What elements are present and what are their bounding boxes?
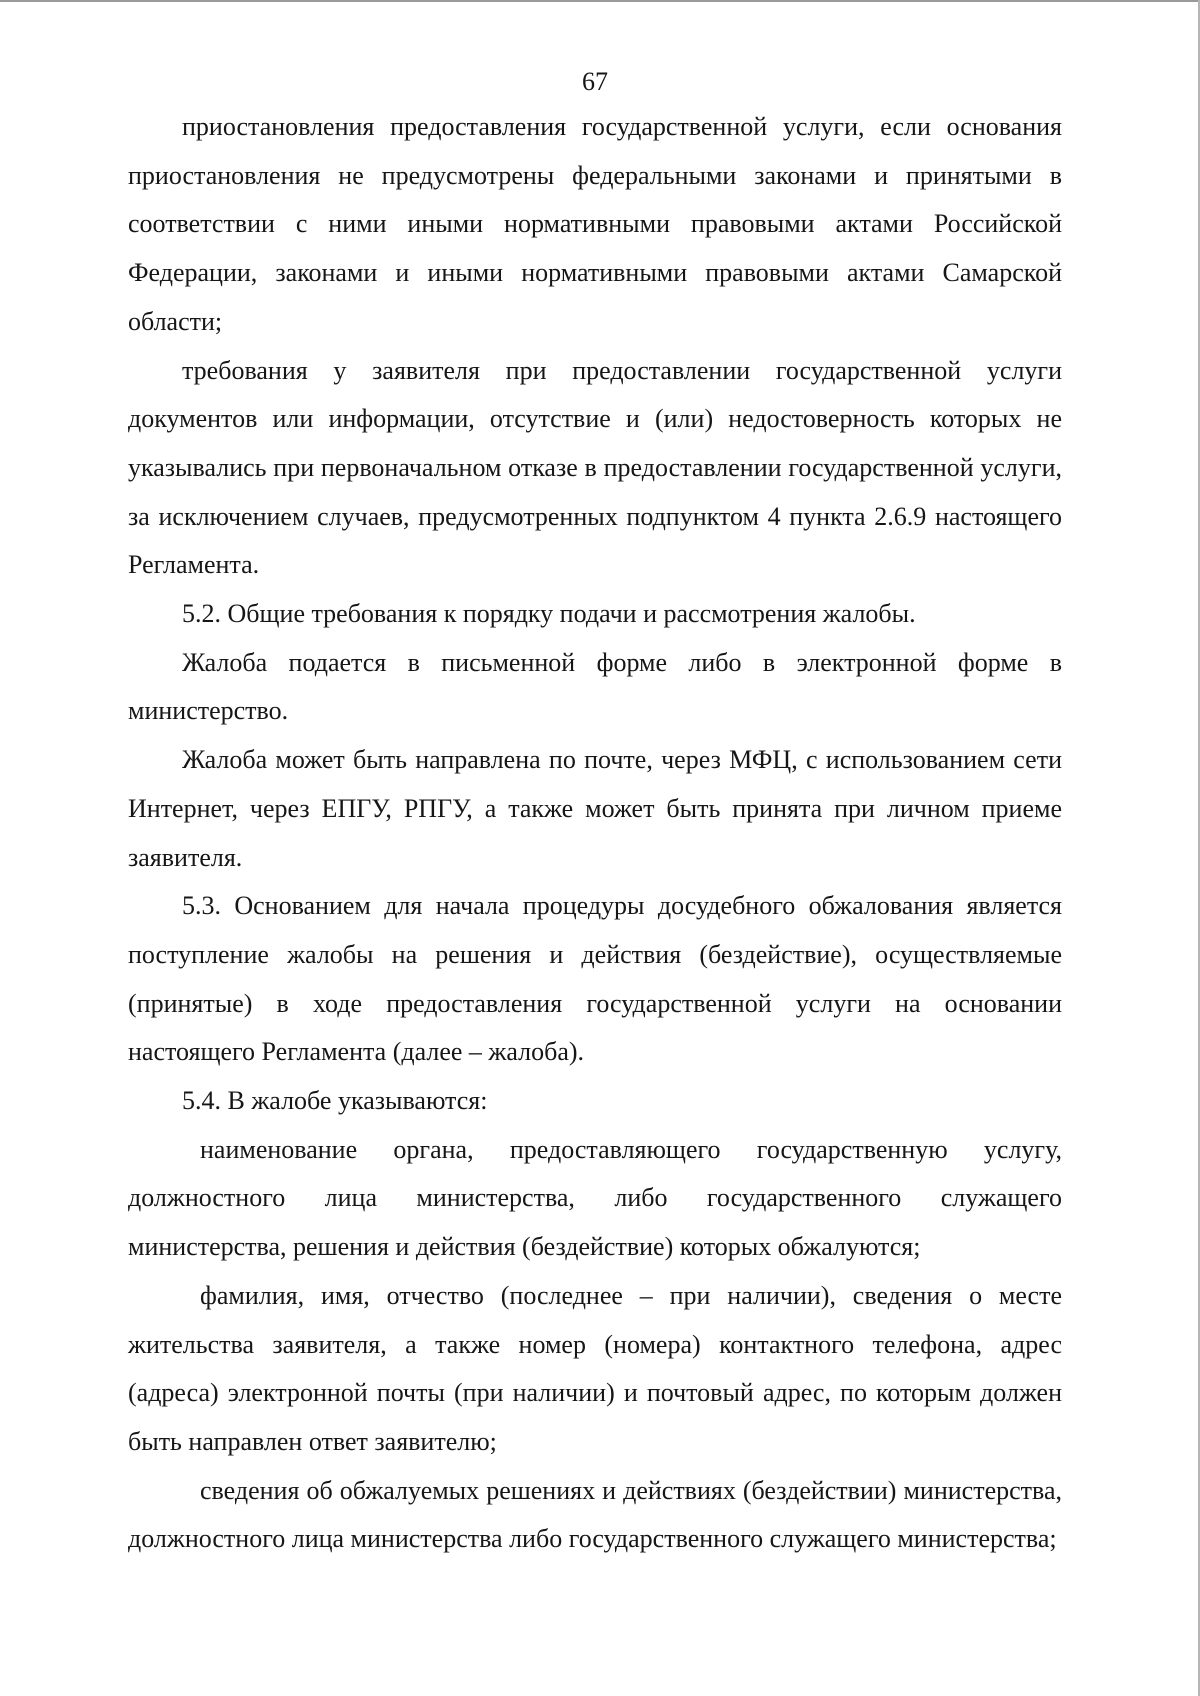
paragraph-authority-name: наименование органа, предоставляющего государственную услугу, должностного лица министерства, либо государственного служащего министерства, решения и действия (бездействие) которых обжалуются; [128,1134,1062,1262]
paragraph-section-5-4: 5.4. В жалобе указываются: [182,1086,488,1116]
paragraph-section-5-2: 5.2. Общие требования к порядку подачи и рассмотрения жалобы. [182,599,916,629]
document-page [128,60,1062,1564]
paragraph-section-5-3: 5.3. Основанием для начала процедуры досудебного обжалования является поступление жалобы на решения и действия (бездействие), осуществляемые (принятые) в ходе предоставления государственной услуги на основании настоящего Регламента (далее – жалоба). [128,891,1062,1067]
paragraph-applicant-details: фамилия, имя, отчество (последнее – при наличии), сведения о месте жительства заявителя, а также номер (номера) контактного телефона, адрес (адреса) электронной почты (при наличии) и почтовый адрес, по которым должен быть направлен ответ заявителю; [128,1280,1062,1456]
paragraph-complaint-form: Жалоба подается в письменной форме либо в электронной форме в министерство. [128,647,1062,726]
paragraph-complaint-channels: Жалоба может быть направлена по почте, через МФЦ, с использованием сети Интернет, через ЕПГУ, РПГУ, а также может быть принята при личном приеме заявителя. [128,745,1062,872]
paragraph-document-requirements: требования у заявителя при предоставлении государственной услуги документов или информации, отсутствие и (или) недостоверность которых не указывались при первоначальном отказе в предоставлении государственной услуги, за исключением случаев, предусмотренных подпунктом 4 пункта 2.6.9 настоящего Регламента. [128,355,1062,580]
scan-edge-top [0,0,1200,2]
paragraph-suspension-grounds: приостановления предоставления государственной услуги, если основания приостановления не предусмотрены федеральными законами и принятыми в соответствии с ними иными нормативными правовыми актами Российской Федерации, законами и иными нормативными правовыми актами Самарской области; [128,112,1062,336]
page-number: 67 [582,67,608,96]
paragraph-appealed-decisions: сведения об обжалуемых решениях и действиях (бездействии) министерства, должностного лица министерства либо государственного служащего министерства; [128,1475,1062,1554]
